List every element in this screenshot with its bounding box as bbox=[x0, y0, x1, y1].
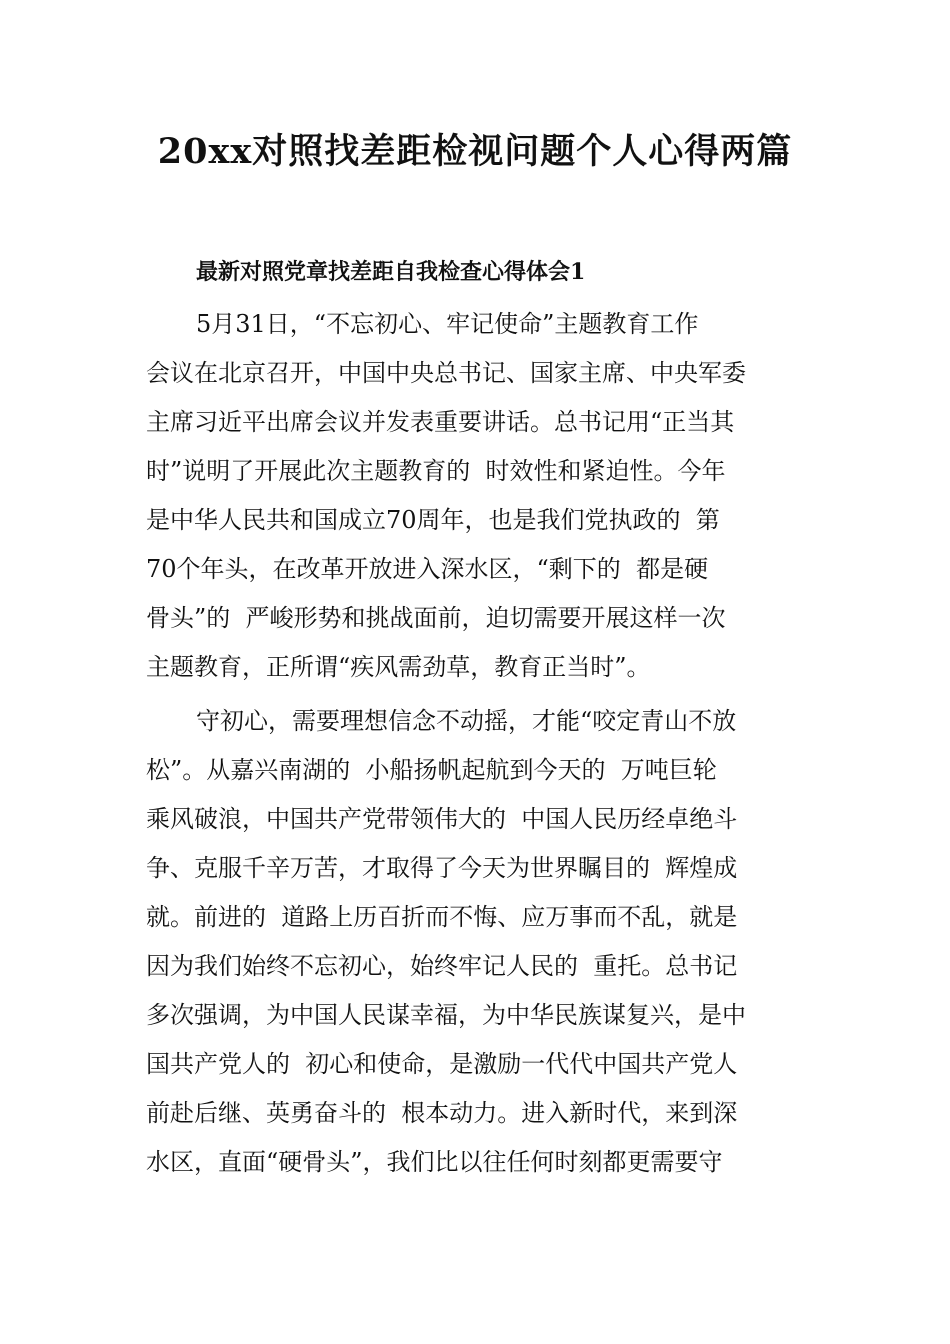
paragraph-line: 时”说明了开展此次主题教育的 时效性和紧迫性。今年 bbox=[146, 457, 726, 485]
paragraph-line: 70个年头，在改革开放进入深水区，“剩下的 都是硬 bbox=[146, 555, 709, 583]
paragraph-1 bbox=[146, 300, 786, 692]
paragraph-line: 松”。从嘉兴南湖的 小船扬帆起航到今天的 万吨巨轮 bbox=[146, 756, 717, 784]
paragraph-line: 争、克服千辛万苦，才取得了今天为世界瞩目的 辉煌成 bbox=[146, 854, 738, 882]
paragraph-line: 5月31日，“不忘初心、牢记使命”主题教育工作 bbox=[196, 310, 699, 338]
paragraph-line: 是中华人民共和国成立70周年，也是我们党执政的 第 bbox=[146, 506, 720, 534]
paragraph-line: 就。前进的 道路上历百折而不悔、应万事而不乱，就是 bbox=[146, 903, 738, 931]
document-title: 20xx对照找差距检视问题个人心得两篇 bbox=[157, 131, 793, 172]
paragraph-line: 守初心，需要理想信念不动摇，才能“咬定青山不放 bbox=[196, 707, 737, 735]
paragraph-line: 会议在北京召开，中国中央总书记、国家主席、中央军委 bbox=[146, 359, 746, 387]
paragraph-line: 水区，直面“硬骨头”，我们比以往任何时刻都更需要守 bbox=[146, 1148, 723, 1176]
paragraph-line: 前赴后继、英勇奋斗的 根本动力。进入新时代，来到深 bbox=[146, 1099, 738, 1127]
paragraph-line: 多次强调，为中国人民谋幸福，为中华民族谋复兴，是中 bbox=[146, 1001, 746, 1029]
paragraph-line: 乘风破浪，中国共产党带领伟大的 中国人民历经卓绝斗 bbox=[146, 805, 738, 833]
paragraph-line: 骨头”的 严峻形势和挑战面前，迫切需要开展这样一次 bbox=[146, 604, 726, 632]
paragraph-line: 主题教育，正所谓“疾风需劲草，教育正当时”。 bbox=[146, 653, 651, 681]
section-heading: 最新对照党章找差距自我检查心得体会1 bbox=[196, 259, 586, 285]
paragraph-2 bbox=[146, 697, 786, 1187]
paragraph-line: 主席习近平出席会议并发表重要讲话。总书记用“正当其 bbox=[146, 408, 735, 436]
paragraph-line: 因为我们始终不忘初心，始终牢记人民的 重托。总书记 bbox=[146, 952, 738, 980]
paragraph-line: 国共产党人的 初心和使命，是激励一代代中国共产党人 bbox=[146, 1050, 738, 1078]
